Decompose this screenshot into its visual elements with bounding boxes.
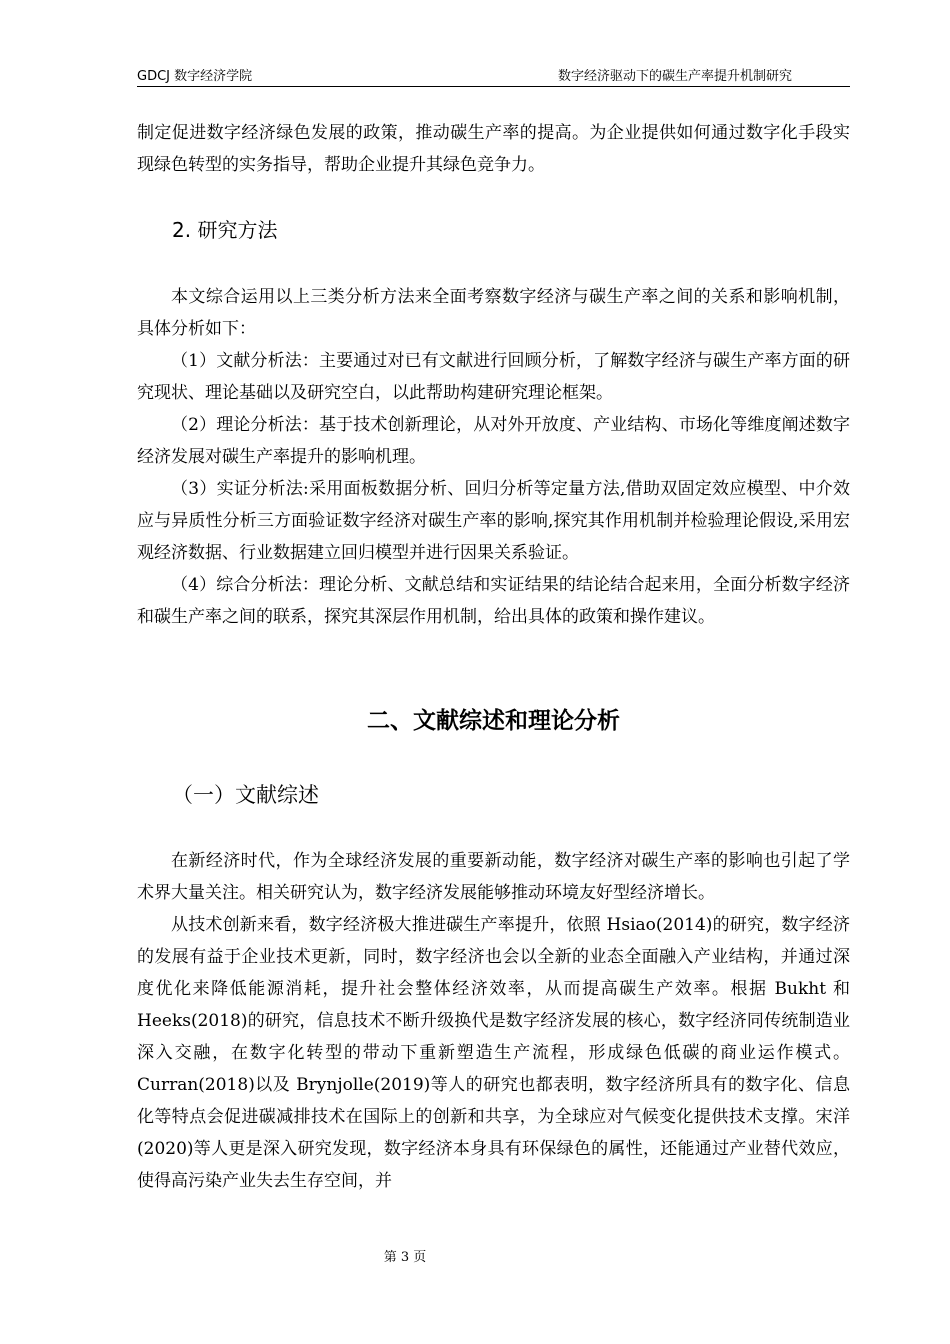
page-number: 第 3 页 [383, 1250, 427, 1265]
header-institution: GDCJ 数字经济学院 [137, 69, 253, 84]
intro-continued-block [137, 117, 850, 181]
methods-intro-paragraph: 本文综合运用以上三类分析方法来全面考察数字经济与碳生产率之间的关系和影响机制，具体分析如下： [137, 287, 850, 339]
literature-review-block [137, 845, 850, 1197]
intro-continued-paragraph: 制定促进数字经济绿色发展的政策，推动碳生产率的提高。为企业提供如何通过数字化手段实现绿色转型的实务指导，帮助企业提升其绿色竞争力。 [137, 123, 850, 175]
method-item-comprehensive: （4）综合分析法：理论分析、文献总结和实证结果的结论结合起来用，全面分析数字经济和碳生产率之间的联系，探究其深层作用机制，给出具体的政策和操作建议。 [137, 575, 850, 627]
method-item-empirical: （3）实证分析法:采用面板数据分析、回归分析等定量方法,借助双固定效应模型、中介效应与异质性分析三方面验证数字经济对碳生产率的影响,探究其作用机制并检验理论假设,采用宏观经济数据、行业数据建立回归模型并进行因果关系验证。 [137, 479, 850, 563]
literature-paragraph-2: 从技术创新来看，数字经济极大推进碳生产率提升，依照 Hsiao(2014)的研究，数字经济的发展有益于企业技术更新，同时，数字经济也会以全新的业态全面融入产业结构，并通过深度优化来降低能源消耗，提升社会整体经济效率，从而提高碳生产效率。根据 Bukht 和 Heeks(2018)的研究，信息技术不断升级换代是数字经济发展的核心，数字经济同传统制造业深入交融，在数字化转型的带动下重新塑造生产流程，形成绿色低碳的商业运作模式。Curran(2018)以及 Brynjolle(2019)等人的研究也都表明，数字经济所具有的数字化、信息化等特点会促进碳减排技术在国际上的创新和共享，为全球应对气候变化提供技术支撑。宋洋(2020)等人更是深入研究发现，数字经济本身具有环保绿色的属性，还能通过产业替代效应，使得高污染产业失去生存空间，并 [137, 915, 850, 1191]
header-paper-title: 数字经济驱动下的碳生产率提升机制研究 [557, 69, 792, 84]
header-divider [137, 86, 850, 87]
subsection-heading-literature-review: （一）文献综述 [172, 783, 319, 807]
section-heading-research-methods: 2. 研究方法 [172, 218, 278, 242]
research-methods-block [137, 281, 850, 633]
method-item-theory: （2）理论分析法：基于技术创新理论，从对外开放度、产业结构、市场化等维度阐述数字经济发展对碳生产率提升的影响机理。 [137, 415, 850, 467]
literature-paragraph-1: 在新经济时代，作为全球经济发展的重要新动能，数字经济对碳生产率的影响也引起了学术界大量关注。相关研究认为，数字经济发展能够推动环境友好型经济增长。 [137, 851, 850, 903]
method-item-literature: （1）文献分析法：主要通过对已有文献进行回顾分析，了解数字经济与碳生产率方面的研究现状、理论基础以及研究空白，以此帮助构建研究理论框架。 [137, 351, 850, 403]
chapter-title: 二、文献综述和理论分析 [367, 708, 620, 734]
